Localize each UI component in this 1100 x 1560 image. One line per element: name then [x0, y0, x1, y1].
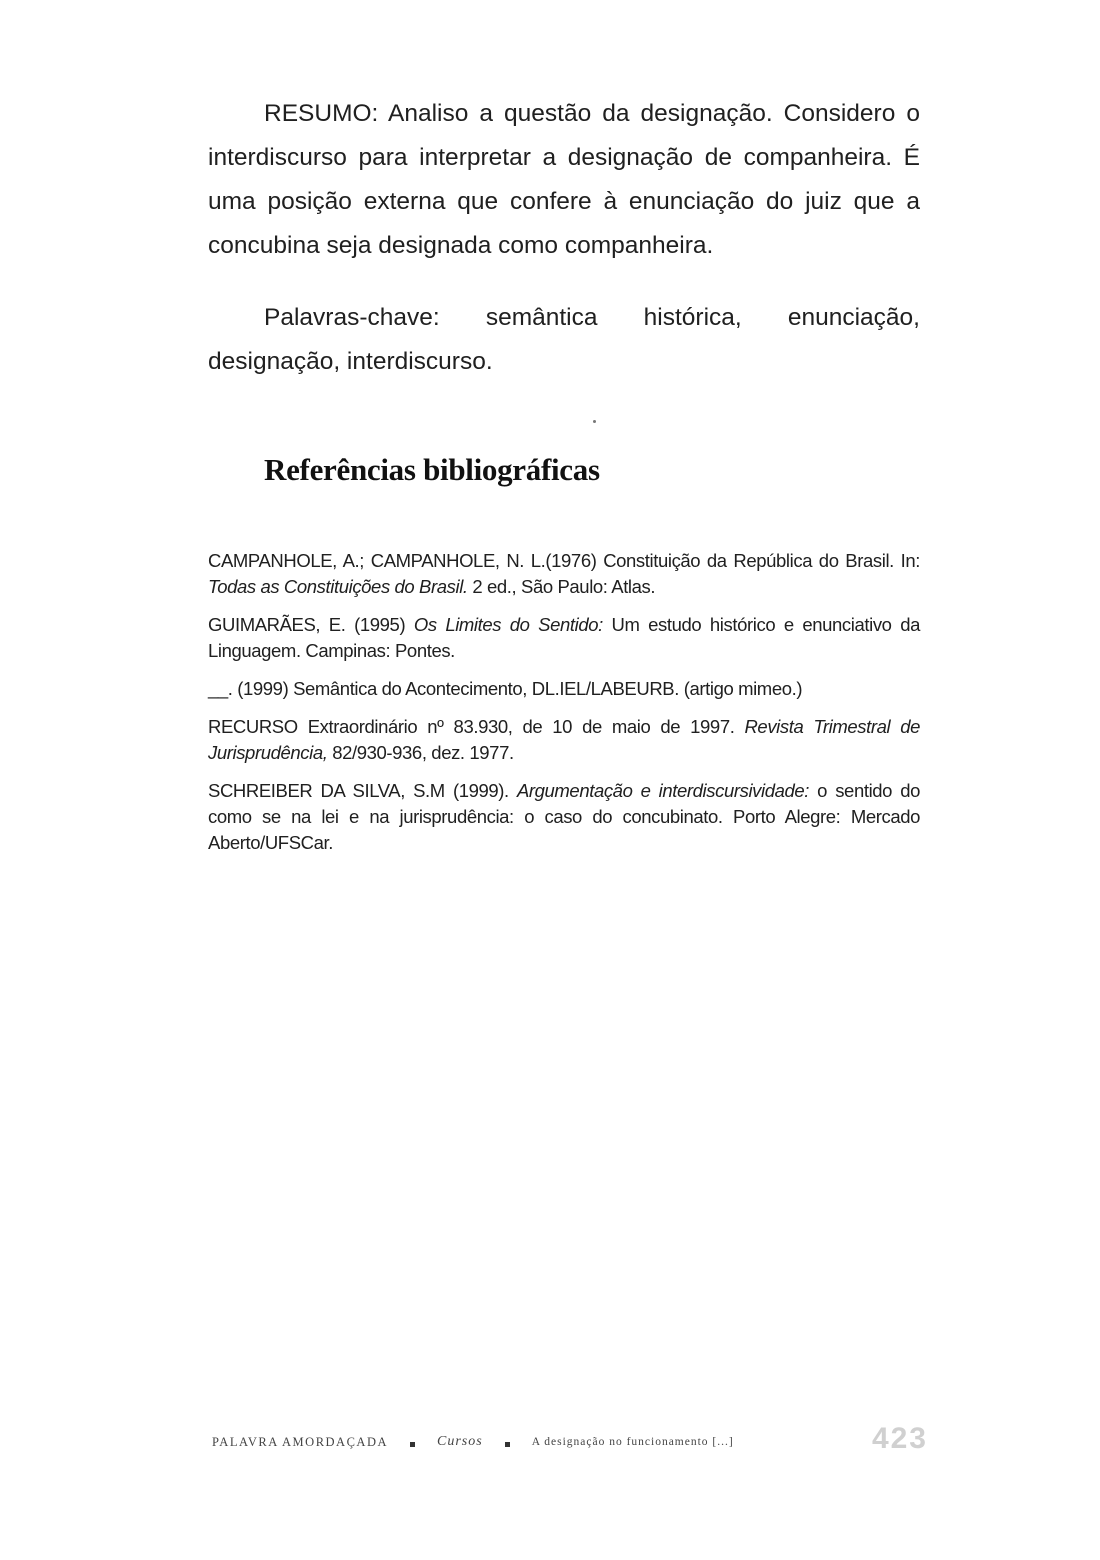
- reference-text: RECURSO Extraordinário nº 83.930, de 10 de maio de 1997.: [208, 716, 745, 737]
- reference-text: CAMPANHOLE, A.; CAMPANHOLE, N. L.(1976) Constituição da República do Brasil. In:: [208, 550, 920, 571]
- journal-name: PALAVRA AMORDAÇADA: [212, 1434, 388, 1449]
- references-list: [208, 548, 920, 868]
- reference-text: 82/930-936, dez. 1977.: [327, 742, 514, 763]
- reference-title: Argumentação e interdiscursividade:: [516, 780, 810, 801]
- keywords-text: Palavras-chave: semântica histórica, enunciação, designação, interdiscurso.: [208, 304, 920, 375]
- abstract-block: [208, 92, 920, 268]
- section-name: Cursos: [437, 1434, 483, 1449]
- bullet-separator: [505, 1442, 510, 1447]
- page-footer: [212, 1424, 928, 1460]
- reference-title: Os Limites do Sentido:: [413, 614, 603, 635]
- reference-item: [208, 548, 920, 600]
- reference-item: [208, 676, 920, 702]
- running-title: A designação no funcionamento [...]: [531, 1436, 734, 1448]
- reference-text: o sentido do como se na lei e na jurisprudência: o caso do concubinato. Porto Alegre: Mercado Aberto/UFSCar.: [208, 780, 920, 853]
- reference-item: [208, 714, 920, 766]
- reference-text: Um estudo histórico e enunciativo da Linguagem. Campinas: Pontes.: [208, 614, 920, 661]
- reference-title: Todas as Constituições do Brasil.: [208, 576, 468, 597]
- reference-text: __. (1999) Semântica do Acontecimento, DL.IEL/LABEURB. (artigo mimeo.): [208, 678, 803, 699]
- bullet-separator: [410, 1442, 415, 1447]
- reference-text: GUIMARÃES, E. (1995): [208, 614, 414, 635]
- scan-speck: [593, 420, 596, 423]
- reference-item: [208, 778, 920, 856]
- keywords-block: [208, 296, 920, 384]
- abstract-text: RESUMO: Analiso a questão da designação. Considero o interdiscurso para interpretar a designação de companheira. É uma posição externa que confere à enunciação do juiz que a concubina seja designada como companheira.: [208, 100, 920, 259]
- references-heading: Referências bibliográficas: [264, 452, 600, 487]
- reference-text: 2 ed., São Paulo: Atlas.: [467, 576, 656, 597]
- page-number: 423: [871, 1422, 928, 1455]
- reference-text: SCHREIBER DA SILVA, S.M (1999).: [208, 780, 517, 801]
- reference-title: Revista Trimestral de Jurisprudência,: [208, 716, 921, 763]
- reference-item: [208, 612, 920, 664]
